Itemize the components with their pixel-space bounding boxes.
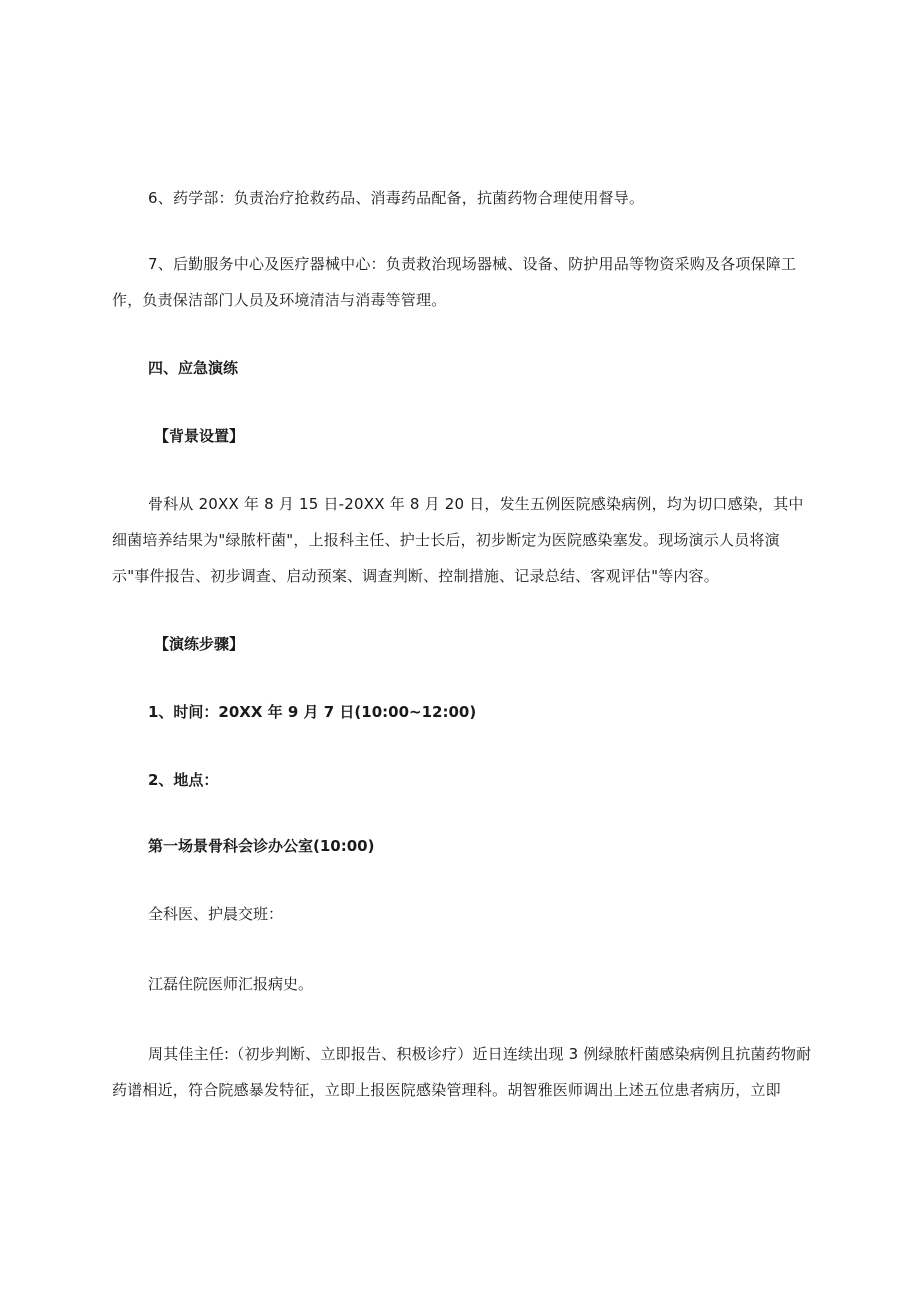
director-paragraph: 周其佳主任:（初步判断、立即报告、积极诊疗）近日连续出现 3 例绿脓杆菌感染病例且抗菌药物耐药谱相近，符合院感暴发特征，立即上报医院感染管理科。胡智雅医师调出上述五位患者病历，立即 <box>112 1045 812 1099</box>
handover-line: 全科医、护晨交班： <box>148 905 284 923</box>
resident-report-line: 江磊住院医师汇报病史。 <box>148 975 314 993</box>
paragraph-pharmacy: 6、药学部：负责治疗抢救药品、消毒药品配备，抗菌药物合理使用督导。 <box>148 189 645 207</box>
background-heading: 【背景设置】 <box>154 427 245 445</box>
paragraph-logistics: 7、后勤服务中心及医疗器械中心：负责救治现场器械、设备、防护用品等物资采购及各项保障工作，负责保洁部门人员及环境清洁与消毒等管理。 <box>112 255 797 309</box>
background-paragraph: 骨科从 20XX 年 8 月 15 日-20XX 年 8 月 20 日，发生五例医院感染病例，均为切口感染，其中细菌培养结果为"绿脓杆菌"，上报科主任、护士长后，初步断定为医院感染塞发。现场演示人员将演示"事件报告、初步调查、启动预案、调查判断、控制措施、记录总结、客观评估"等内容。 <box>112 495 804 585</box>
step-time: 1、时间：20XX 年 9 月 7 日(10:00~12:00) <box>148 703 477 721</box>
step-place: 2、地点： <box>148 771 219 789</box>
scene-one-heading: 第一场景骨科会诊办公室(10:00) <box>148 837 375 855</box>
section-heading: 四、应急演练 <box>148 359 239 377</box>
steps-heading: 【演练步骤】 <box>154 635 245 653</box>
